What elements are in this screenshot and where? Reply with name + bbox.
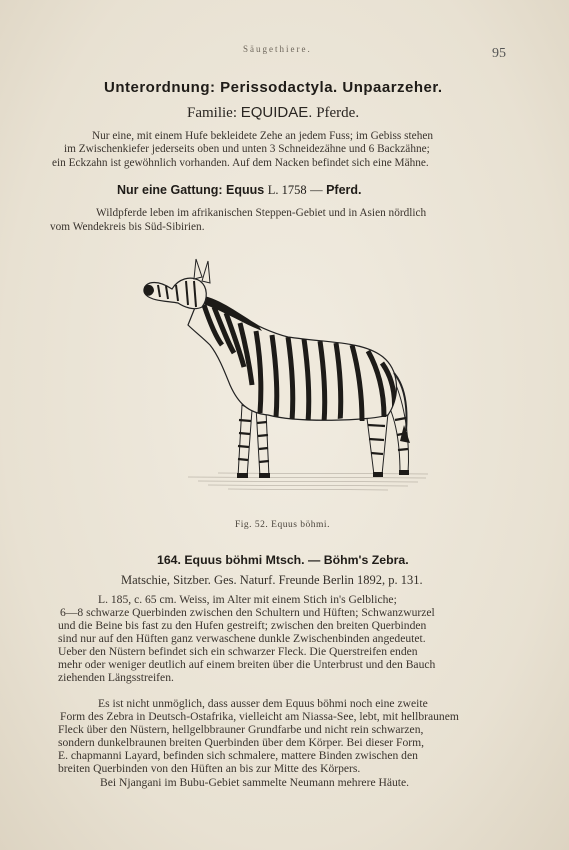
body-line: ziehenden Längsstreifen. bbox=[58, 671, 174, 684]
body-line: E. chapmanni Layard, befinden sich schmalere, mattere Binden zwischen den bbox=[58, 749, 418, 762]
body-line: L. 185, c. 65 cm. Weiss, im Alter mit einem Stich in's Gelbliche; bbox=[98, 593, 397, 606]
body-line: und die Beine bis fast zu den Hufen gestreift; zwischen den breiten Querbinden bbox=[58, 619, 427, 632]
zebra-illustration bbox=[138, 245, 438, 513]
genus-text-line: vom Wendekreis bis Süd-Sibirien. bbox=[50, 221, 205, 233]
figure-caption: Fig. 52. Equus böhmi. bbox=[235, 520, 330, 530]
body-line: Fleck über den Nüstern, hellgelbbrauner Grundfarbe und nicht rein schwarzen, bbox=[58, 723, 424, 736]
family-text-line: ein Eckzahn ist gewöhnlich vorhanden. Auf dem Nacken befindet sich eine Mähne. bbox=[52, 157, 429, 169]
family-label: Familie: bbox=[187, 105, 237, 121]
genus-label: Nur eine Gattung: bbox=[117, 183, 223, 197]
species-heading: 164. Equus böhmi Mtsch. — Böhm's Zebra. bbox=[157, 553, 409, 567]
body-line: 6—8 schwarze Querbinden zwischen den Schultern und Hüften; Schwanzwurzel bbox=[60, 606, 435, 619]
family-text-line: Nur eine, mit einem Hufe bekleidete Zehe an jedem Fuss; im Gebiss stehen bbox=[92, 130, 434, 142]
family-heading bbox=[187, 104, 359, 122]
genus-dash: — bbox=[310, 183, 323, 197]
family-text-line: im Zwischenkiefer jederseits oben und unten 3 Schneidezähne und 6 Backzähne; bbox=[64, 143, 430, 155]
genus-text-line: Wildpferde leben im afrikanischen Steppen-Gebiet und in Asien nördlich bbox=[96, 207, 427, 219]
running-header: Säugethiere. bbox=[243, 44, 312, 54]
body-line: sondern dunkelbraunen breiten Querbinden über dem Körper. Bei dieser Form, bbox=[58, 736, 425, 749]
genus-heading bbox=[117, 183, 362, 198]
body-line: breiten Querbinden von den Hüften an bis zur Mitte des Körpers. bbox=[58, 762, 361, 775]
body-line: Ueber den Nüstern befindet sich ein schwarzer Fleck. Die Querstreifen enden bbox=[58, 645, 418, 658]
species-reference: Matschie, Sitzber. Ges. Naturf. Freunde Berlin 1892, p. 131. bbox=[121, 573, 423, 587]
family-name: EQUIDAE. bbox=[240, 104, 313, 121]
body-line: mehr oder weniger deutlich auf einem breiten über die Unterbrust und den Bauch bbox=[58, 658, 436, 671]
family-common-name: Pferde. bbox=[316, 105, 360, 121]
genus-author: L. 1758 bbox=[267, 183, 307, 197]
body-line: Form des Zebra in Deutsch-Ostafrika, vielleicht am Niassa-See, lebt, mit hellbraunem bbox=[60, 710, 459, 723]
body-line: Bei Njangani im Bubu-Gebiet sammelte Neumann mehrere Häute. bbox=[100, 776, 410, 789]
suborder-heading: Unterordnung: Perissodactyla. Unpaarzeher. bbox=[104, 79, 443, 96]
page-number: 95 bbox=[492, 46, 506, 61]
genus-name: Equus bbox=[226, 183, 265, 197]
body-line: Es ist nicht unmöglich, dass ausser dem Equus böhmi noch eine zweite bbox=[98, 697, 428, 710]
body-line: sind nur auf den Hüften ganz verwaschene dunkle Zwischenbinden angedeutet. bbox=[58, 632, 426, 645]
genus-common-name: Pferd. bbox=[326, 183, 362, 197]
